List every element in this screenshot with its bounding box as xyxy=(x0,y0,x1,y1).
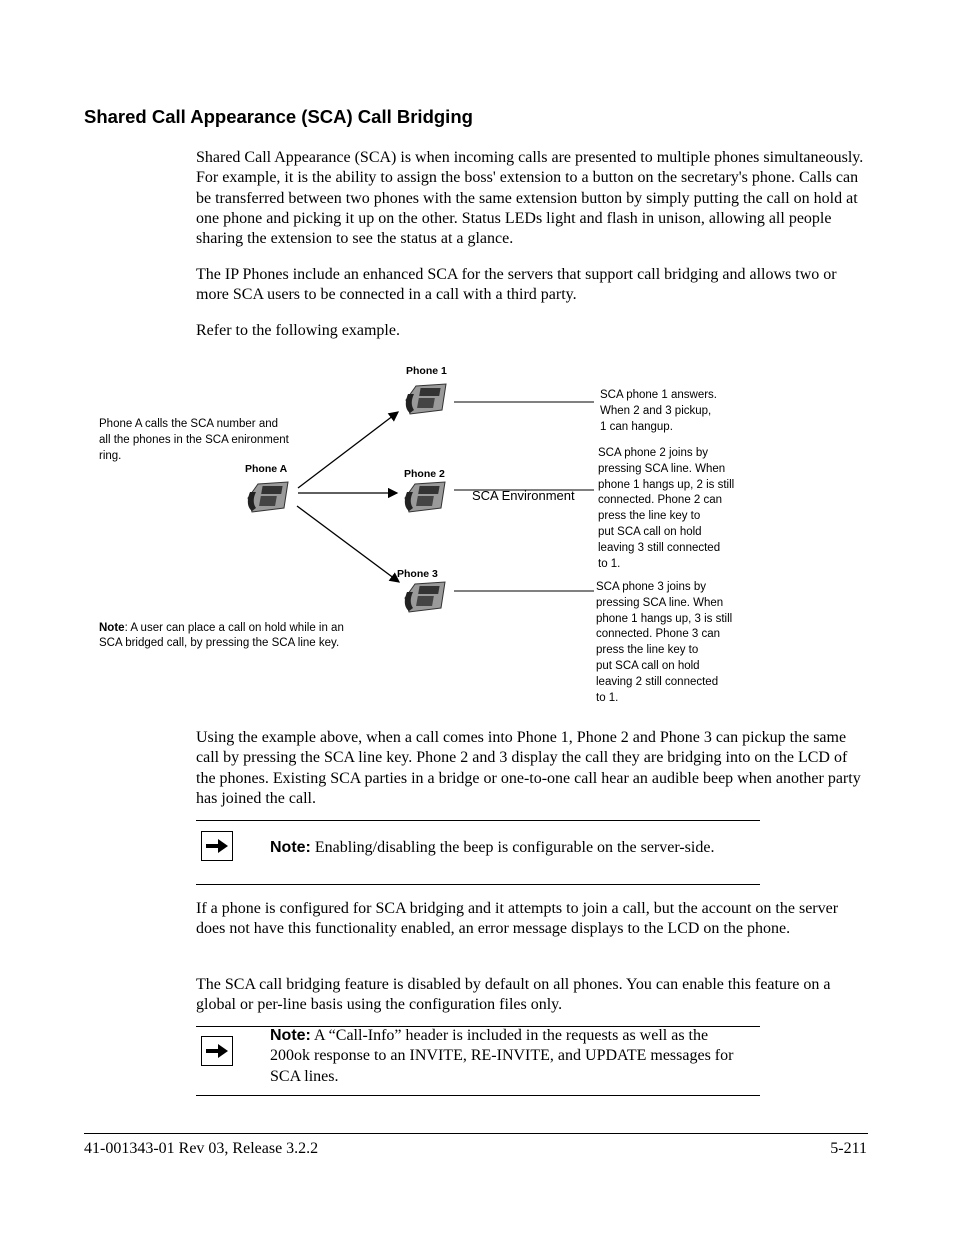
paragraph-refer-example: Refer to the following example. xyxy=(196,322,400,339)
phone-3-description: SCA phone 3 joins by pressing SCA line. When phone 1 hangs up, 3 is still connected. Phone 3 can press the line key to put SCA call on hold leaving 2 still connected to 1. xyxy=(596,581,733,704)
note-2-bottom-rule xyxy=(196,1095,760,1096)
phone-2-description: SCA phone 2 joins by pressing SCA line. When phone 1 hangs up, 2 is still connected. Phone 2 can press the line key to put SCA call on hold leaving 3 still connected to 1. xyxy=(598,447,735,570)
note-1-top-rule xyxy=(196,820,760,821)
right-arrow-icon xyxy=(205,838,229,854)
desk-phone-icon xyxy=(401,478,447,516)
phone-1-description: SCA phone 1 answers. When 2 and 3 pickup, 1 can hangup. xyxy=(600,389,717,433)
note-2: Note: A “Call-Info” header is included in the requests as well as the 200ok response to an INVITE, RE-INVITE, and UPDATE messages for SCA lines. xyxy=(270,1027,734,1085)
note-1-bottom-rule xyxy=(196,884,760,885)
note-1-arrow-box xyxy=(201,831,233,861)
phone-a-description: Phone A calls the SCA number and all the phones in the SCA enironment ring. xyxy=(99,418,289,462)
arrow-to-phone-3 xyxy=(297,506,399,582)
desk-phone-icon xyxy=(401,578,447,616)
phone-1-label: Phone 1 xyxy=(406,365,447,377)
sca-diagram xyxy=(0,360,954,710)
phone-2-label: Phone 2 xyxy=(404,468,445,480)
paragraph-sca-bridging: The IP Phones include an enhanced SCA for the servers that support call bridging and allows two or more SCA users to be connected in a call with a third party. xyxy=(196,266,837,304)
diagram-note: Note: A user can place a call on hold while in an SCA bridged call, by pressing the SCA line key. xyxy=(99,622,344,649)
footer-doc-id: 41-001343-01 Rev 03, Release 3.2.2 xyxy=(84,1140,319,1157)
paragraph-disabled-default: The SCA call bridging feature is disabled by default on all phones. You can enable this feature on a global or per-line basis using the configuration files only. xyxy=(196,976,831,1014)
paragraph-error-message: If a phone is configured for SCA bridging and it attempts to join a call, but the account on the server does not have this functionality enabled, an error message displays to the LCD on the phone. xyxy=(196,900,839,938)
right-arrow-icon xyxy=(205,1043,229,1059)
desk-phone-icon xyxy=(244,478,290,516)
desk-phone-icon xyxy=(402,380,448,418)
diagram-connectors xyxy=(0,360,954,710)
page-title: Shared Call Appearance (SCA) Call Bridging xyxy=(84,106,473,127)
paragraph-example-explanation: Using the example above, when a call comes into Phone 1, Phone 2 and Phone 3 can pickup the same call by pressing the SCA line key. Phone 2 and 3 display the call they are bridging into on the LCD of the phones. Existing SCA parties in a bridge or one-to-one call hear an audible beep when another party has joined the call. xyxy=(196,729,861,807)
note-1: Note: Enabling/disabling the beep is configurable on the server-side. xyxy=(270,839,715,856)
note-2-arrow-box xyxy=(201,1036,233,1066)
sca-environment-label: SCA Environment xyxy=(472,488,575,503)
phone-a-label: Phone A xyxy=(245,463,288,475)
paragraph-sca-intro: Shared Call Appearance (SCA) is when incoming calls are presented to multiple phones simultaneously. For example, it is the ability to assign the boss' extension to a button on the secretary's phone. Calls can be transferred between two phones with the same extension button by simply putting the call on hold at one phone and picking it up on the other. Status LEDs light and flash in unison, allowing all people sharing the extension to see the status at a glance. xyxy=(196,149,864,248)
footer-page-number: 5-211 xyxy=(830,1140,867,1157)
footer-rule xyxy=(84,1133,868,1134)
phone-3-label: Phone 3 xyxy=(397,568,438,580)
